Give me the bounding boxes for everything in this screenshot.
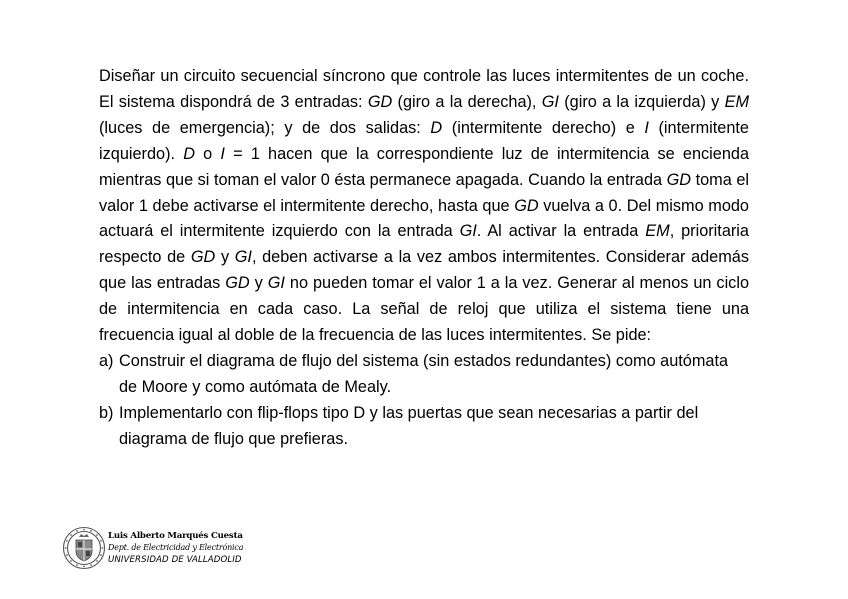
- variable-name: GI: [459, 222, 477, 241]
- department-name: Dept. de Electricidad y Electrónica: [108, 543, 244, 552]
- statement-text: (intermitente izquierdo).: [99, 118, 749, 163]
- statement-text: toma el valor 1 debe activarse el intermitente derecho, hasta que: [99, 170, 750, 215]
- variable-name: GI: [267, 274, 285, 293]
- variable-name: GD: [666, 170, 692, 189]
- task-item-a: [99, 349, 749, 401]
- statement-text: Diseñar un circuito secuencial síncrono que controle las luces intermitentes de un coche. El sistema dispondrá de 3 entradas:: [99, 67, 749, 111]
- variable-name: GD: [190, 248, 216, 267]
- footer-text: [108, 530, 243, 566]
- variable-name: EM: [724, 92, 749, 111]
- task-text: Implementarlo con flip-flops tipo D y las puertas que sean necesarias a partir del diagrama de flujo que prefieras.: [119, 403, 699, 448]
- statement-text: . Al activar la entrada: [476, 222, 646, 241]
- variable-name: EM: [645, 222, 670, 241]
- task-text: Construir el diagrama de flujo del sistema (sin estados redundantes) como autómata de Moore y como autómata de Mealy.: [119, 351, 729, 396]
- statement-text: , prioritaria respecto de: [99, 222, 749, 267]
- statement-text: no pueden tomar el valor 1 a la vez. Generar al menos un ciclo de intermitencia en cada caso. La señal de reloj que utiliza el sistema tiene una frecuencia igual al doble de la frecuencia de las luces intermitentes. Se pide:: [99, 274, 749, 345]
- statement-text: y: [215, 248, 235, 267]
- statement-text: vuelva a 0. Del mismo modo actuará el intermitente izquierdo con la entrada: [99, 196, 749, 241]
- statement-text: (intermitente derecho) e: [442, 118, 645, 137]
- variable-name: GI: [234, 248, 252, 267]
- variable-name: I: [644, 118, 649, 137]
- variable-name: GD: [514, 196, 539, 215]
- statement-text: (giro a la izquierda) y: [558, 92, 725, 111]
- exercise-statement: [99, 64, 749, 453]
- author-name: Luis Alberto Marqués Cuesta: [108, 531, 243, 541]
- task-item-b: [99, 401, 749, 453]
- variable-name: D: [430, 118, 443, 137]
- statement-text: (luces de emergencia); y de dos salidas:: [99, 118, 431, 137]
- footer-credits: [62, 526, 262, 576]
- statement-text: y: [249, 274, 268, 293]
- variable-name: GD: [367, 92, 393, 111]
- variable-name: GD: [225, 274, 250, 293]
- university-name: UNIVERSIDAD DE VALLADOLID: [108, 555, 242, 565]
- variable-name: GI: [541, 92, 559, 111]
- statement-text: o: [194, 144, 221, 163]
- task-marker: b): [99, 403, 114, 422]
- statement-text: = 1 hacen que la correspondiente luz de intermitencia se encienda mientras que si toman el valor 0 ésta permanece apagada. Cuando la entrada: [99, 144, 749, 189]
- university-seal-icon: [62, 526, 106, 570]
- variable-name: D: [183, 144, 195, 163]
- statement-text: (giro a la derecha),: [392, 92, 542, 111]
- variable-name: I: [220, 144, 225, 163]
- statement-text: , deben activarse a la vez ambos intermitentes. Considerar además que las entradas: [99, 248, 749, 293]
- problem-paragraph: [99, 64, 749, 349]
- task-list: [99, 349, 749, 453]
- task-marker: a): [99, 351, 114, 370]
